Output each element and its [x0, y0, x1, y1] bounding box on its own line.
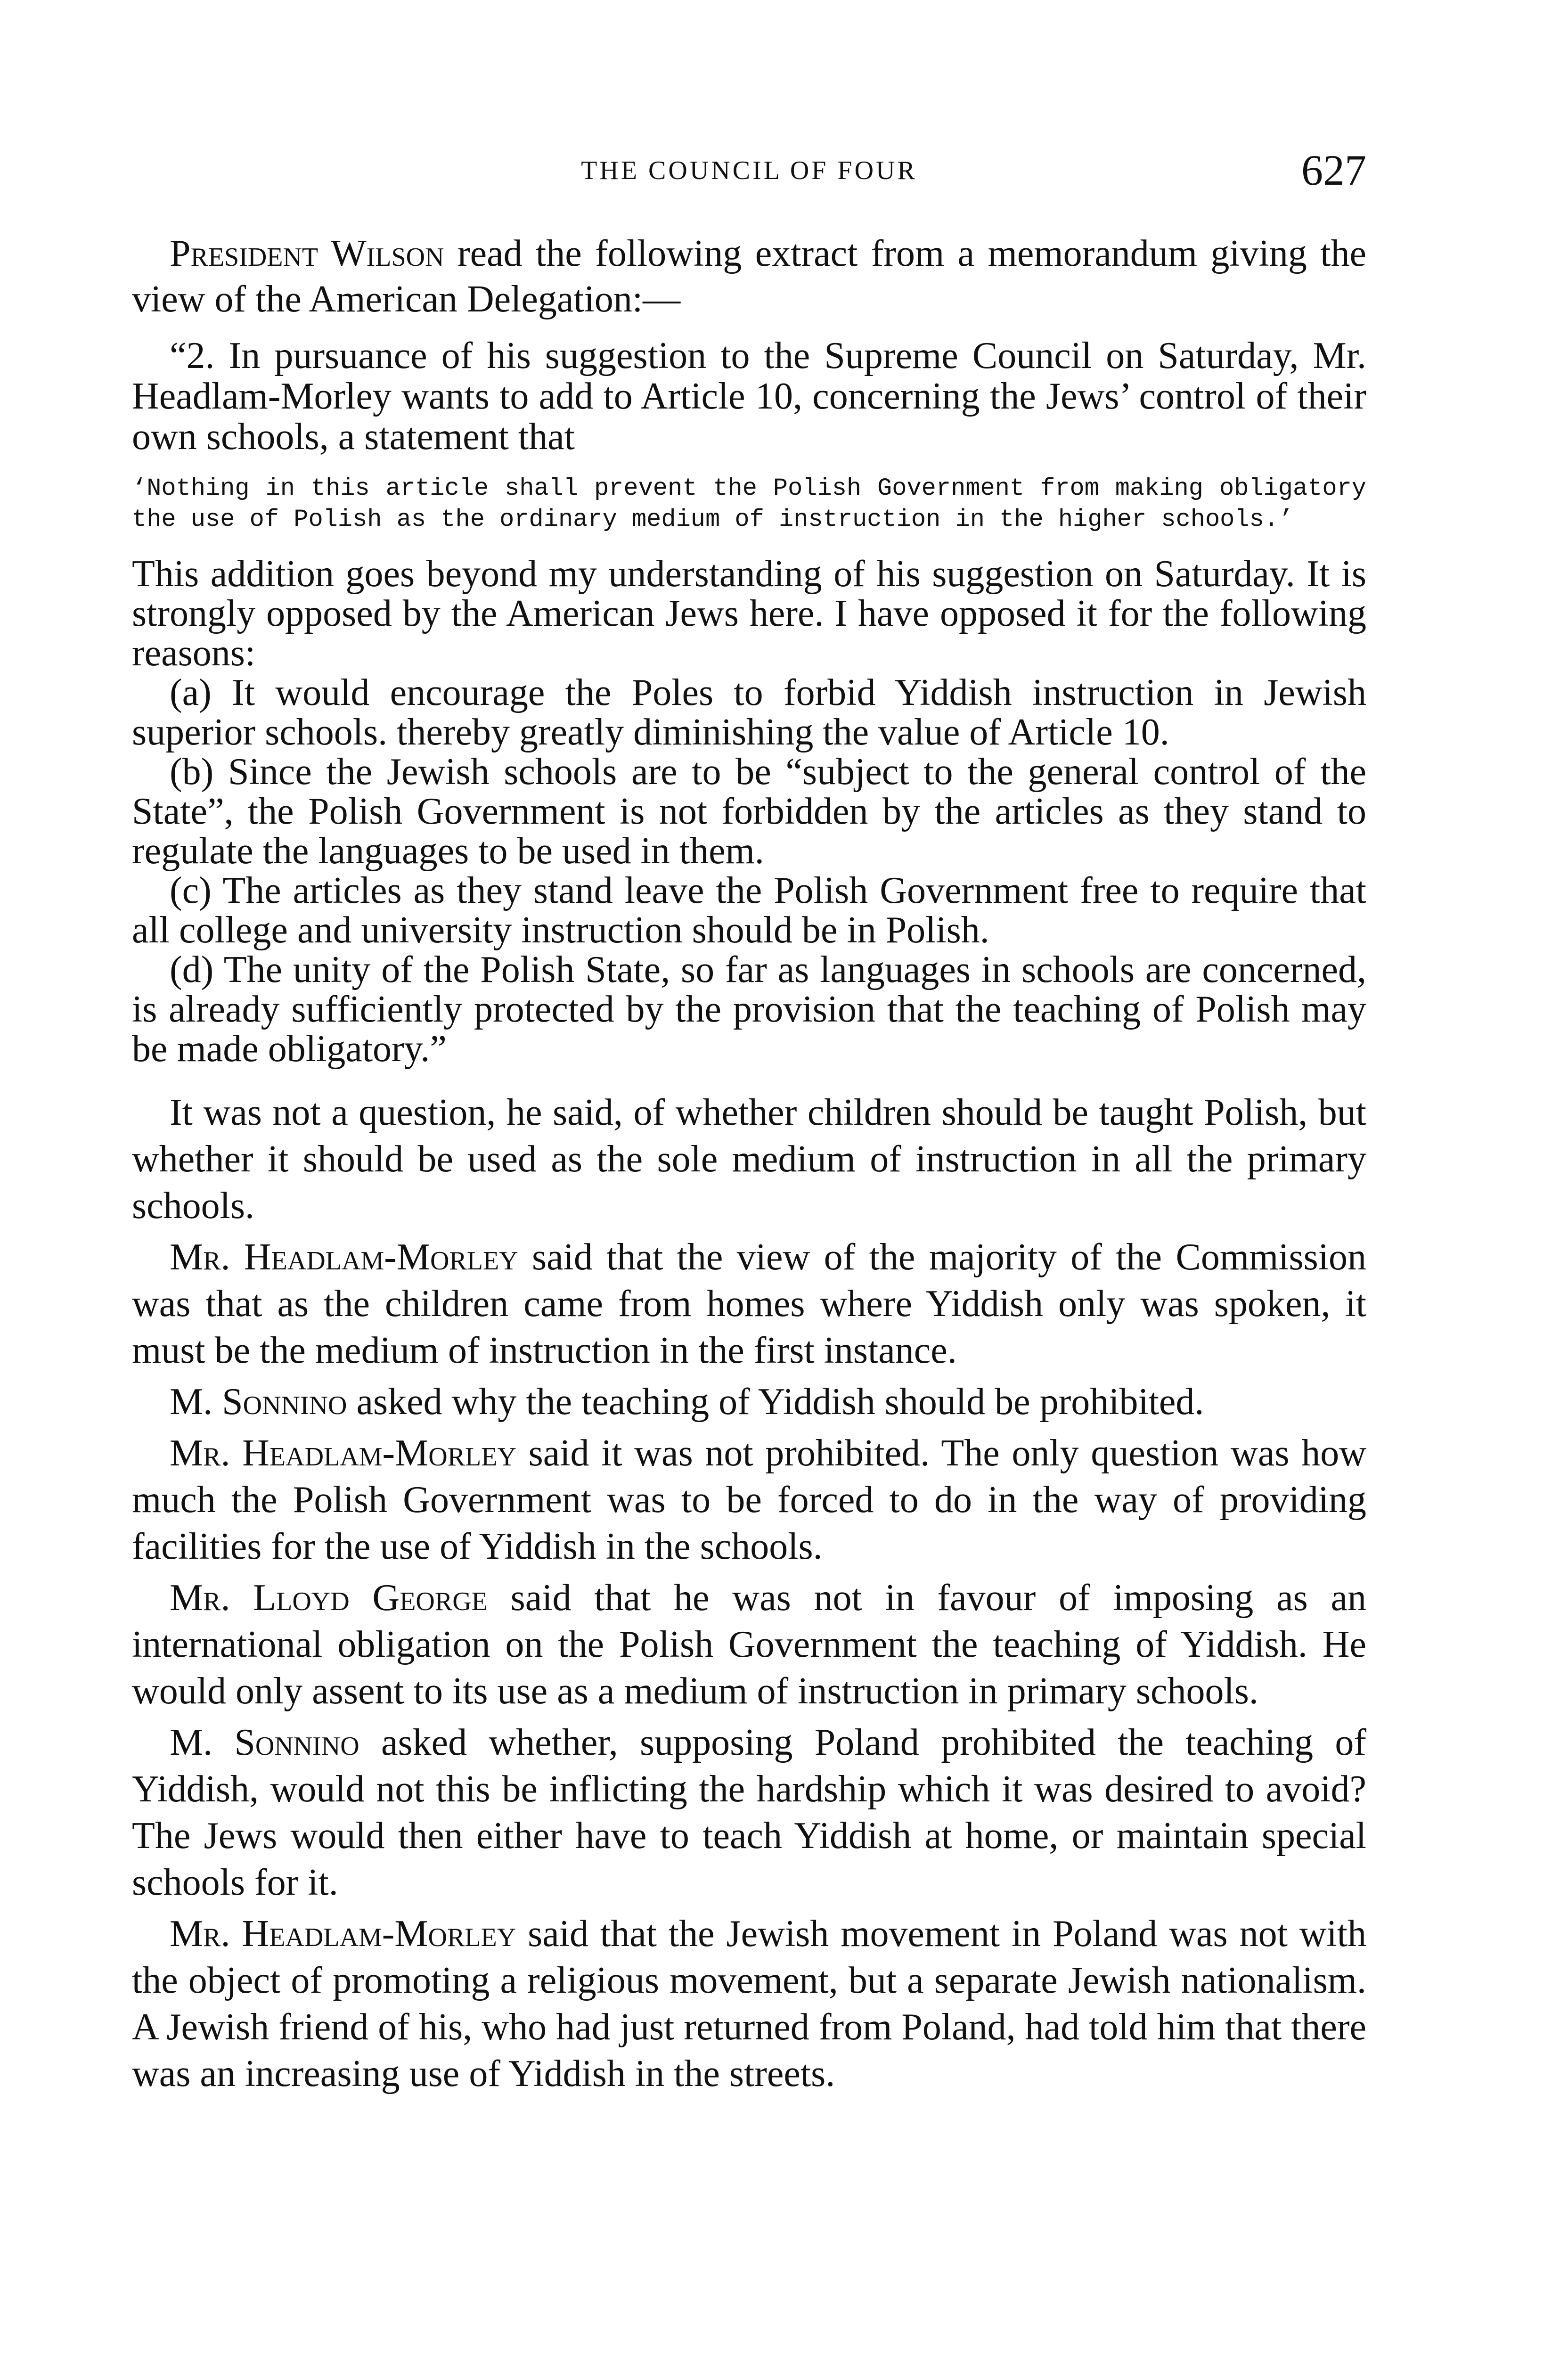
- quote-body: This addition goes beyond my understanding of his suggestion on Saturday. It is strongly opposed by the American Jews here. I have opposed it for the following reasons:: [132, 553, 1366, 674]
- paragraph-headlam-2: [132, 1430, 1366, 1570]
- quote-intro: “2. In pursuance of his suggestion to the Supreme Council on Saturday, Mr. Headlam-Morley wants to add to Article 10, concerning the Jews’ control of their own schools, a statement that: [132, 335, 1366, 458]
- inner-quote: ‘Nothing in this article shall prevent the Polish Government from making obligatory the use of Polish as the ordinary medium of instruction in the higher schools.’: [132, 474, 1366, 533]
- speaker-name: Mr. Headlam-Morley: [170, 1236, 518, 1278]
- page-number: 627: [1301, 146, 1366, 194]
- paragraph-wilson: [132, 231, 1366, 322]
- speaker-name: M. Sonnino: [170, 1381, 347, 1423]
- paragraph-text: said that he was not in favour of imposing as an international obligation on the Polish Government the teaching of Yiddish. He would only assent to its use as a medium of instruction in primary schools.: [132, 1577, 1366, 1712]
- speaker-name: Mr. Headlam-Morley: [170, 1913, 516, 1955]
- quote-item-d: (d) The unity of the Polish State, so far as languages in schools are concerned, is already sufficiently protected by the provision that the teaching of Polish may be made obligatory.”: [132, 949, 1366, 1070]
- speaker-name: Mr. Lloyd George: [170, 1577, 488, 1619]
- body-text: [132, 231, 1366, 2102]
- quote-item-a: (a) It would encourage the Poles to forbid Yiddish instruction in Jewish superior schools. thereby greatly diminishing the value of Article 10.: [132, 672, 1366, 753]
- paragraph-text: asked whether, supposing Poland prohibited the teaching of Yiddish, would not this be inflicting the hardship which it was desired to avoid? The Jews would then either have to teach Yiddish at home, or maintain special schools for it.: [132, 1722, 1367, 1903]
- paragraph-lloyd-george: [132, 1575, 1366, 1715]
- paragraph-text: said that the Jewish movement in Poland was not with the object of promoting a religious movement, but a separate Jewish nationalism. A Jewish friend of his, who had just returned from Poland, had told him that there was an increasing use of Yiddish in the streets.: [132, 1913, 1366, 2094]
- paragraph-text: said that the view of the majority of the Commission was that as the children came from homes where Yiddish only was spoken, it must be the medium of instruction in the first instance.: [132, 1236, 1366, 1371]
- paragraph-sonnino-2: [132, 1719, 1366, 1906]
- speaker-name: Mr. Headlam-Morley: [170, 1432, 516, 1474]
- paragraph-text: read the following extract from a memorandum giving the view of the American Delegation:—: [132, 233, 1366, 320]
- paragraph-question: It was not a question, he said, of whether children should be taught Polish, but whether it should be used as the sole medium of instruction in all the primary schools.: [132, 1092, 1366, 1227]
- paragraph-text: asked why the teaching of Yiddish should be prohibited.: [347, 1381, 1204, 1423]
- speaker-name: M. Sonnino: [170, 1722, 359, 1763]
- paragraph-text: said it was not prohibited. The only question was how much the Polish Government was to be forced to do in the way of providing facilities for the use of Yiddish in the schools.: [132, 1432, 1366, 1567]
- running-title: THE COUNCIL OF FOUR: [581, 156, 917, 185]
- paragraph-sonnino-1: [132, 1379, 1366, 1425]
- speaker-name: President Wilson: [170, 233, 444, 274]
- paragraph-headlam-1: [132, 1234, 1366, 1374]
- paragraph-headlam-3: [132, 1911, 1366, 2097]
- quote-item-c: (c) The articles as they stand leave the Polish Government free to require that all college and university instruction should be in Polish.: [132, 870, 1366, 951]
- quote-item-b: (b) Since the Jewish schools are to be “subject to the general control of the State”, the Polish Government is not forbidden by the articles as they stand to regulate the languages to be used in them.: [132, 751, 1366, 872]
- page-header: [132, 146, 1366, 203]
